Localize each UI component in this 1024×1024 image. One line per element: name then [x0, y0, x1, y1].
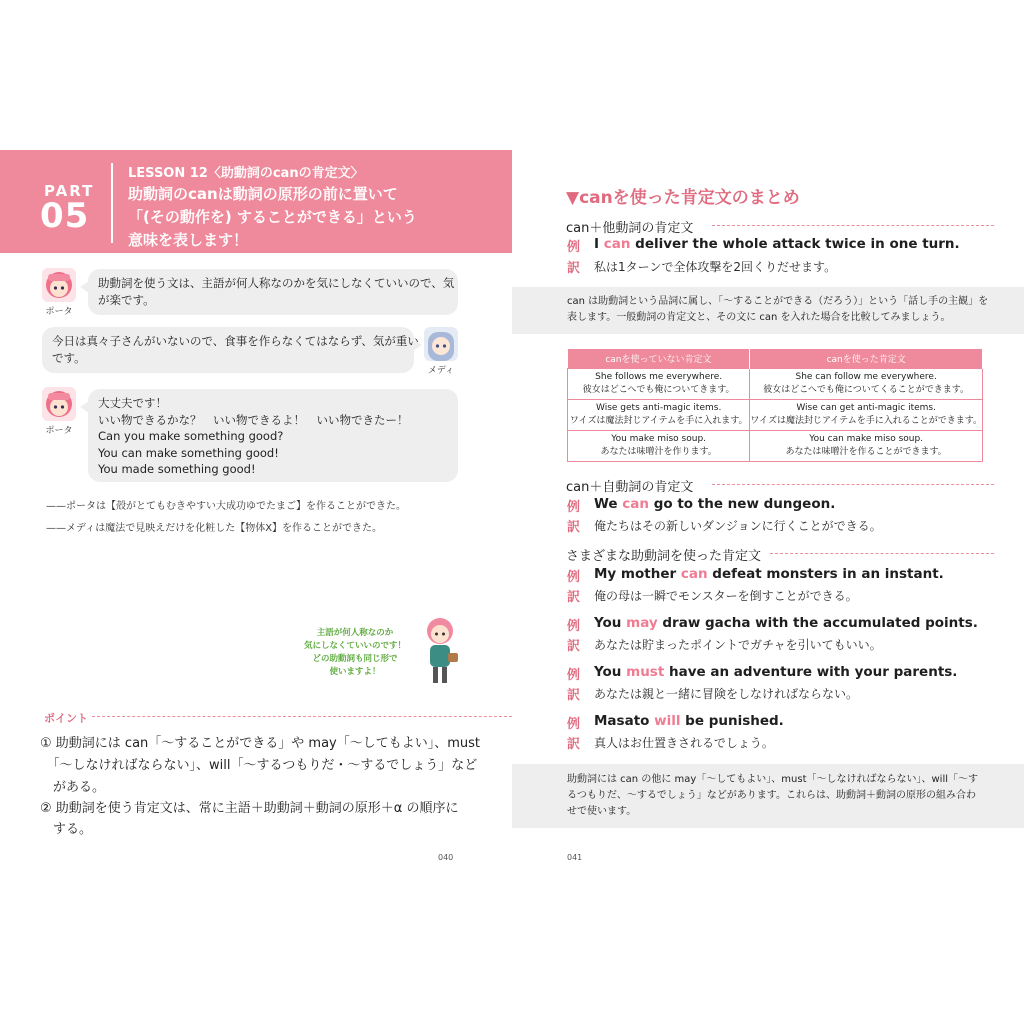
- example-japanese: 俺の母は一瞬でモンスターを倒すことができる。: [594, 589, 858, 603]
- explanation-box: [512, 287, 1024, 334]
- speech-line: です。: [52, 351, 86, 365]
- part-number: 05: [40, 196, 90, 236]
- translation-mark: 訳: [567, 590, 581, 605]
- banner-divider: [111, 163, 113, 243]
- example-english: You may draw gacha with the accumulated points.: [594, 615, 978, 631]
- section-divider: [770, 553, 994, 554]
- explanation-line: can は助動詞という品詞に属し、「～することができる（だろう）」という「話し手の主観」を: [567, 296, 989, 307]
- table-cell: She follows me everywhere. 彼女はどこへでも俺についてきます。: [568, 369, 750, 400]
- example-japanese: 俺たちはその新しいダンジョンに行くことができる。: [594, 519, 882, 533]
- narration-note: ——ポータは【殻がとてもむきやすい大成功ゆでたまご】を作ることができた。: [46, 501, 406, 512]
- table-cell: You make miso soup. あなたは味噌汁を作ります。: [568, 431, 750, 462]
- lesson-headline-line-1: 助動詞のcanは動詞の原形の前に置いて: [128, 185, 398, 203]
- translation-mark: 訳: [567, 737, 581, 752]
- table-cell: Wise can get anti-magic items. ワイズは魔法封じアイテムを手に入れることができます。: [750, 400, 983, 431]
- explanation-line: 助動詞には can の他に may「～してもよい」、must「～しなければならない」、will「～す: [567, 774, 979, 785]
- part-label: PART: [44, 182, 95, 200]
- section-heading: さまざまな助動詞を使った肯定文: [566, 549, 762, 564]
- callout-line: 主語が何人称なのか: [316, 628, 394, 638]
- porta-chibi-illustration: [418, 615, 462, 689]
- speech-line: 助動詞を使う文は、主語が何人称なのかを気にしなくていいので、気: [98, 276, 455, 290]
- speech-line: 今日は真々子さんがいないので、食事を作らなくてはならず、気が重い: [52, 334, 419, 348]
- speech-bubble: [88, 269, 458, 315]
- speech-line: Can you make something good?: [98, 429, 284, 443]
- example-english: You must have an adventure with your parents.: [594, 664, 958, 680]
- summary-title: ▼canを使った肯定文のまとめ: [566, 188, 800, 208]
- example-english: I can deliver the whole attack twice in one turn.: [594, 236, 960, 252]
- comparison-table: [567, 349, 983, 462]
- point-divider: [92, 716, 512, 717]
- example-mark: 例: [567, 500, 581, 515]
- table-cell: She can follow me everywhere. 彼女はどこへでも俺についてくることができます。: [750, 369, 983, 400]
- point-line: する。: [40, 822, 93, 837]
- point-line: 「～しなければならない」、will「～するつもりだ・～するでしょう」など: [40, 758, 478, 773]
- translation-mark: 訳: [567, 261, 581, 276]
- callout-line: 使いますよ！: [329, 667, 381, 677]
- speaker-name: メディ: [427, 366, 455, 376]
- page-number-left: 040: [438, 853, 454, 862]
- table-header: canを使っていない肯定文: [568, 349, 750, 369]
- table-cell: You can make miso soup. あなたは味噌汁を作ることができます。: [750, 431, 983, 462]
- point-line: ② 助動詞を使う肯定文は、常に主語＋助動詞＋動詞の原形＋α の順序に: [40, 801, 459, 816]
- table-header-row: [568, 349, 983, 369]
- example-english: Masato will be punished.: [594, 713, 784, 729]
- speech-bubble: [42, 327, 419, 373]
- example-japanese: 私は1ターンで全体攻撃を2回くりだせます。: [594, 260, 837, 274]
- table-header: canを使った肯定文: [750, 349, 983, 369]
- lesson-headline-line-2: 「(その動作を) することができる」という: [128, 208, 417, 226]
- speaker-name: ポータ: [45, 307, 73, 317]
- character-callout: [300, 627, 410, 679]
- section-divider: [712, 225, 994, 226]
- example-japanese: あなたは貯まったポイントでガチャを引いてもいい。: [594, 638, 882, 652]
- example-mark: 例: [567, 619, 581, 634]
- point-label: ポイント: [44, 712, 88, 725]
- explanation-line: るつもりだ、～するでしょう」などがあります。これらは、助動詞＋動詞の原形の組み合わ: [567, 790, 976, 801]
- speech-line: You can make something good!: [98, 445, 279, 460]
- speech-line: You made something good!: [98, 462, 256, 476]
- example-mark: 例: [567, 717, 581, 732]
- explanation-box: [512, 764, 1024, 828]
- page-number-right: 041: [567, 853, 583, 862]
- table-cell: Wise gets anti-magic items. ワイズは魔法封じアイテムを手に入れます。: [568, 400, 750, 431]
- callout-line: 気にしなくていいのです！: [303, 641, 406, 651]
- porta-avatar: [42, 268, 76, 302]
- example-mark: 例: [567, 570, 581, 585]
- section-heading: can＋他動詞の肯定文: [566, 221, 694, 236]
- table-row: [568, 369, 983, 400]
- example-mark: 例: [567, 668, 581, 683]
- example-mark: 例: [567, 240, 581, 255]
- point-line: がある。: [40, 780, 106, 795]
- translation-mark: 訳: [567, 688, 581, 703]
- lesson-title: LESSON 12〈助動詞のcanの肯定文〉: [128, 166, 364, 181]
- speech-line: 大丈夫です！: [98, 396, 167, 410]
- table-row: [568, 400, 983, 431]
- speech-bubble: [88, 389, 458, 482]
- speech-line: が楽です。: [98, 293, 155, 307]
- porta-avatar: [42, 387, 76, 421]
- example-english: We can go to the new dungeon.: [594, 496, 836, 512]
- example-english: My mother can defeat monsters in an instant.: [594, 566, 944, 582]
- medi-avatar: [424, 327, 458, 361]
- section-divider: [712, 484, 994, 485]
- speaker-name: ポータ: [45, 426, 73, 436]
- explanation-line: 表します。一般動詞の肯定文と、その文に can を入れた場合を比較してみましょう。: [567, 312, 951, 323]
- section-heading: can＋自動詞の肯定文: [566, 480, 694, 495]
- table-row: [568, 431, 983, 462]
- translation-mark: 訳: [567, 639, 581, 654]
- explanation-line: せで使います。: [567, 806, 637, 817]
- point-line: ① 助動詞には can「～することができる」や may「～してもよい」、must: [40, 736, 481, 751]
- callout-line: どの助動詞も同じ形で: [312, 654, 398, 664]
- speech-line: いい物できるかな？ いい物できるよ！ いい物できたー！: [98, 412, 409, 427]
- example-japanese: あなたは親と一緒に冒険をしなければならない。: [594, 687, 859, 701]
- translation-mark: 訳: [567, 520, 581, 535]
- narration-note: ——メディは魔法で見映えだけを化粧した【物体X】を作ることができた。: [46, 523, 383, 534]
- lesson-headline-line-3: 意味を表します！: [128, 231, 249, 249]
- example-japanese: 真人はお仕置きされるでしょう。: [594, 736, 774, 750]
